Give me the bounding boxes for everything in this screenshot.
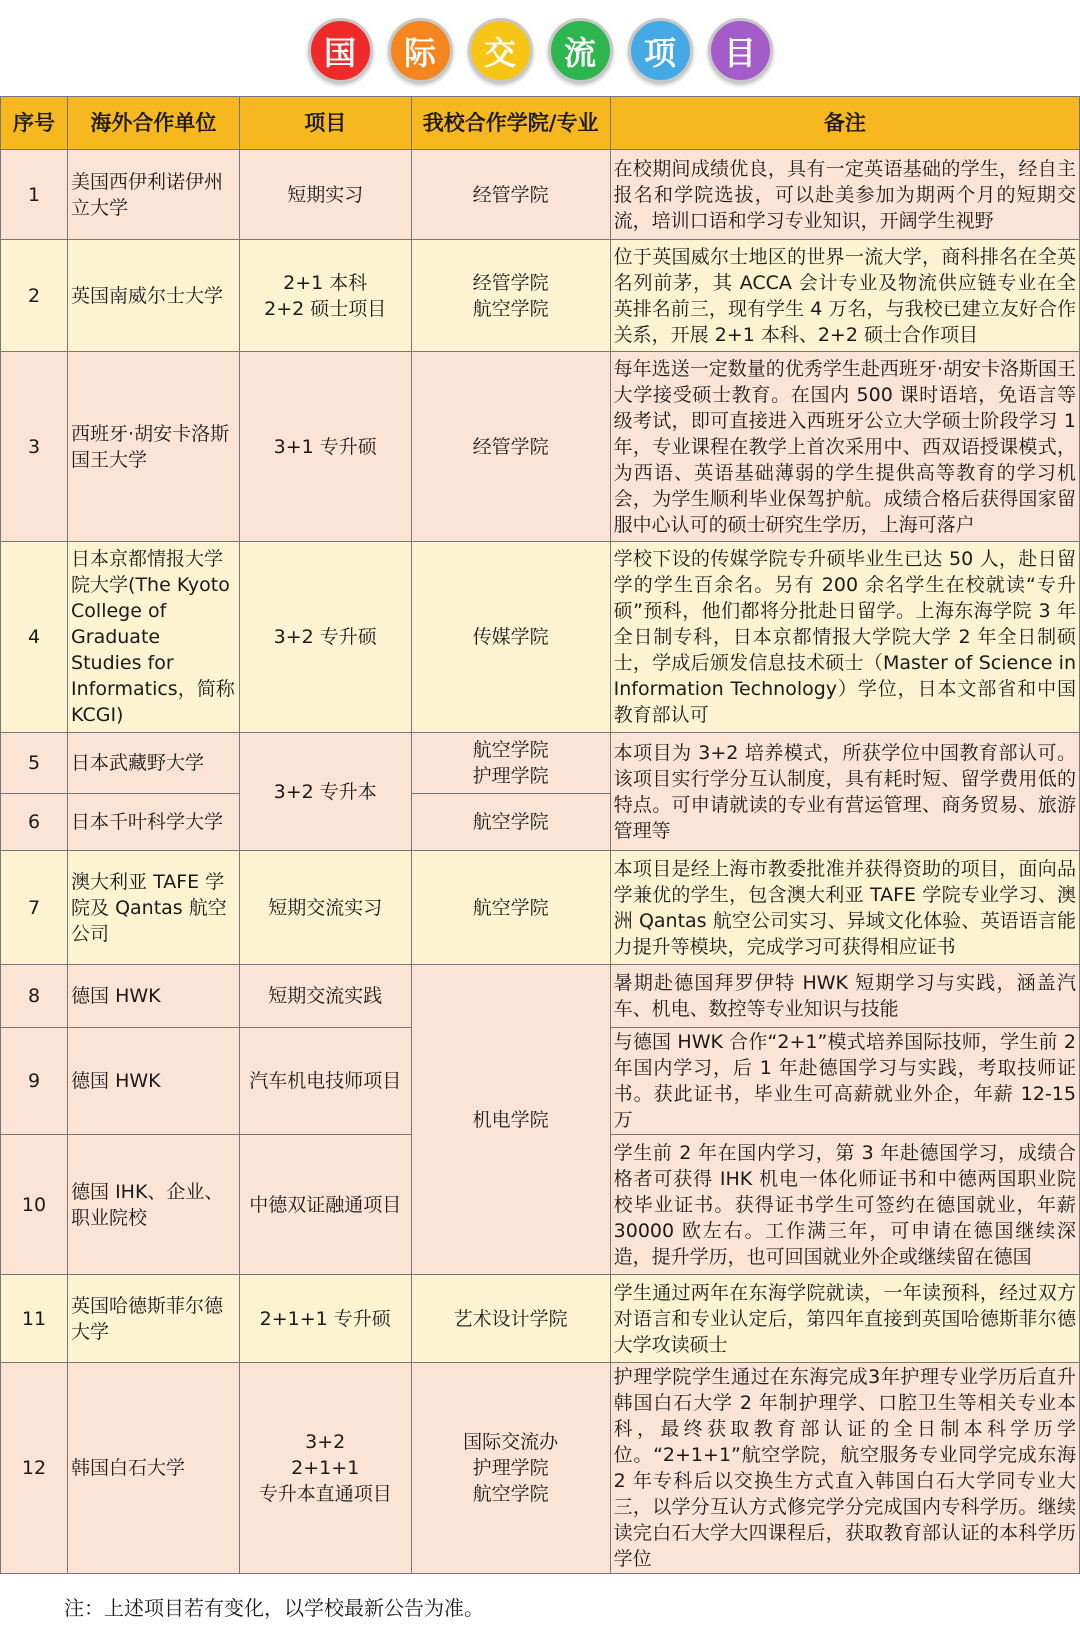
cell-no: 1: [1, 150, 68, 240]
header-no: 序号: [1, 97, 68, 150]
title-char-1: 国: [308, 18, 373, 83]
program-line: 2+1+1: [291, 1457, 360, 1479]
cell-program: 3+2 专升硕: [239, 542, 411, 733]
cell-program: 中德双证融通项目: [239, 1135, 411, 1275]
header-program: 项目: [239, 97, 411, 150]
title-banner: [0, 18, 1080, 106]
cell-no: 7: [1, 851, 68, 965]
cell-program: [239, 240, 411, 352]
cell-partner: 德国 HWK: [68, 1028, 240, 1135]
table-row: [1, 965, 1080, 1028]
program-line: 2+2 硕士项目: [264, 297, 387, 320]
table-row: [1, 1275, 1080, 1363]
header-note: 备注: [610, 97, 1079, 150]
title-char-4: 流: [548, 18, 613, 83]
cell-no: 8: [1, 965, 68, 1028]
cell-no: 12: [1, 1363, 68, 1574]
cell-no: 10: [1, 1135, 68, 1275]
cell-note: 学校下设的传媒学院专升硕毕业生已达 50 人，赴日留学的学生百余名。另有 200 余名学生在校就读“专升硕”预科，他们都将分批赴日留学。上海东海学院 3 年全日制专科，日本京都情报大学院大学 2 年全日制硕士，学成后颁发信息技术硕士（Master of Science in Information Technology）学位，日本文部省和中国教育部认可: [610, 542, 1079, 733]
cell-program: 3+2 专升本: [239, 733, 411, 851]
cell-note: 学生前 2 年在国内学习，第 3 年赴德国学习，成绩合格者可获得 IHK 机电一体化师证书和中德两国职业院校毕业证书。获得证书学生可签约在德国就业，年薪 30000 欧左右。工作满三年，可申请在德国继续深造，提升学历，也可回国就业外企或继续留在德国: [610, 1135, 1079, 1275]
footer-note: 注：上述项目若有变化，以学校最新公告为准。: [64, 1596, 484, 1620]
cell-program: 2+1+1 专升硕: [239, 1275, 411, 1363]
cell-program: 3+1 专升硕: [239, 352, 411, 542]
cell-note: 护理学院学生通过在东海完成3年护理专业学历后直升韩国白石大学 2 年制护理学、口腔卫生等相关专业本科，最终获取教育部认证的全日制本科学历学位。“2+1+1”航空学院，航空服务专业同学完成东海 2 年专科后以交换生方式直入韩国白石大学同专业大三，以学分互认方式修完学分完成国内专科学历。继续读完白石大学大四课程后，获取教育部认证的本科学历学位: [610, 1363, 1079, 1574]
cell-college: [411, 733, 610, 794]
cell-partner: 韩国白石大学: [68, 1363, 240, 1574]
cell-college: 机电学院: [411, 965, 610, 1275]
college-line: 经管学院: [472, 271, 549, 294]
cell-no: 2: [1, 240, 68, 352]
cell-note: 每年选送一定数量的优秀学生赴西班牙·胡安卡洛斯国王大学接受硕士教育。在国内 500 课时语培，免语言等级考试，即可直接进入西班牙公立大学硕士阶段学习 1 年，专业课程在教学上首次采用中、西双语授课模式，为西语、英语基础薄弱的学生提供高等教育的学习机会，为学生顺利毕业保驾护航。成绩合格后获得国家留服中心认可的硕士研究生学历，上海可落户: [610, 352, 1079, 542]
cell-partner: 德国 IHK、企业、职业院校: [68, 1135, 240, 1275]
title-char-6: 目: [708, 18, 773, 83]
cell-college: 艺术设计学院: [411, 1275, 610, 1363]
cell-partner: 英国南威尔士大学: [68, 240, 240, 352]
cell-no: 5: [1, 733, 68, 794]
cell-partner: 英国哈德斯菲尔德大学: [68, 1275, 240, 1363]
college-line: 航空学院: [472, 1483, 549, 1505]
cell-program: 汽车机电技师项目: [239, 1028, 411, 1135]
cell-college: 传媒学院: [411, 542, 610, 733]
college-line: 护理学院: [472, 1457, 549, 1479]
program-table: [0, 96, 1080, 1574]
program-line: 专升本直通项目: [258, 1483, 392, 1505]
cell-college: 经管学院: [411, 352, 610, 542]
header-college: 我校合作学院/专业: [411, 97, 610, 150]
college-line: 护理学院: [472, 765, 549, 787]
cell-college: [411, 1363, 610, 1574]
cell-college: 航空学院: [411, 794, 610, 851]
cell-note: 在校期间成绩优良，具有一定英语基础的学生，经自主报名和学院选拔，可以赴美参加为期两个月的短期交流，培训口语和学习专业知识，开阔学生视野: [610, 150, 1079, 240]
cell-note: 与德国 HWK 合作“2+1”模式培养国际技师，学生前 2 年国内学习，后 1 年赴德国学习与实践，考取技师证书。获此证书，毕业生可高薪就业外企，年薪 12-15 万: [610, 1028, 1079, 1135]
table-row: [1, 851, 1080, 965]
cell-college: 航空学院: [411, 851, 610, 965]
cell-no: 3: [1, 352, 68, 542]
title-char-2: 际: [388, 18, 453, 83]
college-line: 航空学院: [472, 297, 549, 320]
cell-note: 暑期赴德国拜罗伊特 HWK 短期学习与实践，涵盖汽车、机电、数控等专业知识与技能: [610, 965, 1079, 1028]
cell-college: 经管学院: [411, 150, 610, 240]
cell-partner: 美国西伊利诺伊州立大学: [68, 150, 240, 240]
cell-no: 11: [1, 1275, 68, 1363]
cell-partner: 西班牙·胡安卡洛斯国王大学: [68, 352, 240, 542]
college-line: 国际交流办: [463, 1431, 559, 1453]
cell-program: [239, 1363, 411, 1574]
cell-partner: 德国 HWK: [68, 965, 240, 1028]
cell-note: 本项目为 3+2 培养模式，所获学位中国教育部认可。该项目实行学分互认制度，具有耗时短、留学费用低的特点。可申请就读的专业有营运管理、商务贸易、旅游管理等: [610, 733, 1079, 851]
college-line: 航空学院: [472, 739, 549, 761]
header-partner: 海外合作单位: [68, 97, 240, 150]
cell-note: 学生通过两年在东海学院就读，一年读预科，经过双方对语言和专业认定后，第四年直接到英国哈德斯菲尔德大学攻读硕士: [610, 1275, 1079, 1363]
title-char-5: 项: [628, 18, 693, 83]
cell-no: 4: [1, 542, 68, 733]
table-row: [1, 150, 1080, 240]
title-char-3: 交: [468, 18, 533, 83]
cell-partner: 日本千叶科学大学: [68, 794, 240, 851]
cell-note: 本项目是经上海市教委批准并获得资助的项目，面向品学兼优的学生，包含澳大利亚 TAFE 学院专业学习、澳洲 Qantas 航空公司实习、异域文化体验、英语语言能力提升等模块，完成学习可获得相应证书: [610, 851, 1079, 965]
table-row: [1, 352, 1080, 542]
table-row: [1, 542, 1080, 733]
cell-college: [411, 240, 610, 352]
program-line: 2+1 本科: [283, 271, 368, 294]
table-row: [1, 240, 1080, 352]
cell-partner: 日本京都情报大学院大学(The Kyoto College of Graduate Studies for Informatics，简称 KCGI): [68, 542, 240, 733]
table-header-row: [1, 97, 1080, 150]
cell-partner: 澳大利亚 TAFE 学院及 Qantas 航空公司: [68, 851, 240, 965]
cell-note: 位于英国威尔士地区的世界一流大学，商科排名在全英名列前茅，其 ACCA 会计专业及物流供应链专业在全英排名前三，现有学生 4 万名，与我校已建立友好合作关系，开展 2+1 本科、2+2 硕士合作项目: [610, 240, 1079, 352]
cell-partner: 日本武藏野大学: [68, 733, 240, 794]
cell-program: 短期交流实践: [239, 965, 411, 1028]
table-row: [1, 733, 1080, 794]
program-line: 3+2: [305, 1431, 346, 1453]
cell-no: 9: [1, 1028, 68, 1135]
cell-program: 短期实习: [239, 150, 411, 240]
cell-no: 6: [1, 794, 68, 851]
cell-program: 短期交流实习: [239, 851, 411, 965]
table-row: [1, 1363, 1080, 1574]
